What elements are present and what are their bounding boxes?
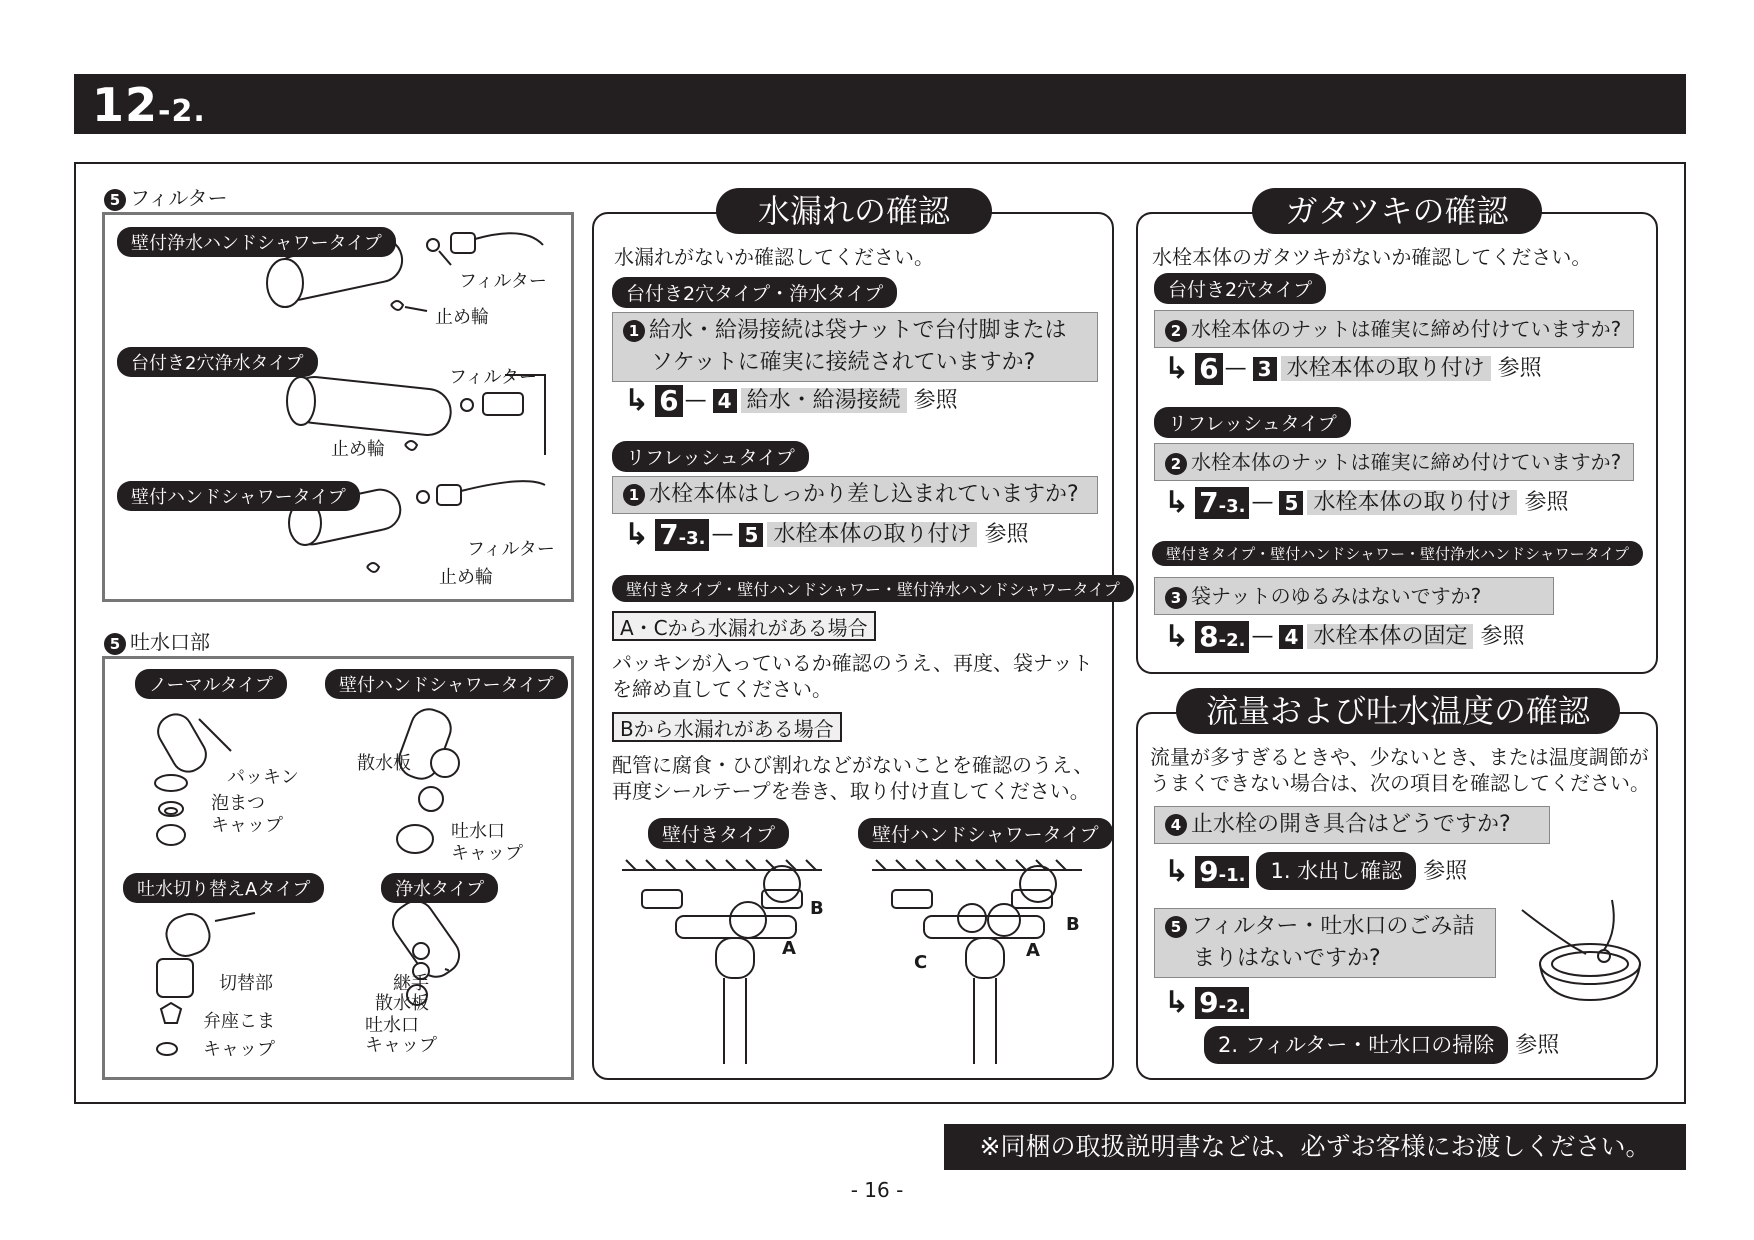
part-label-retaining-ring: 止め輪 bbox=[435, 307, 489, 328]
leak-question-2: 1 水栓本体はしっかり差し込まれていますか? bbox=[612, 476, 1098, 514]
section-number: 12-2. bbox=[92, 78, 206, 132]
wall-type-diagram bbox=[622, 860, 822, 1064]
page-number: - 16 - bbox=[850, 1178, 904, 1202]
part-label-sprinkler-plate: 散水板 bbox=[375, 993, 429, 1014]
rattle-reference-3: ↳ 8-2. — 4 水栓本体の固定 参照 bbox=[1164, 619, 1525, 654]
type-label-deck-two-hole-purify: 台付き2穴タイプ・浄水タイプ bbox=[612, 277, 897, 308]
type-label-wall-types: 壁付きタイプ・壁付ハンドシャワー・壁付浄水ハンドシャワータイプ bbox=[1152, 541, 1643, 566]
mark-b: B bbox=[1066, 914, 1080, 935]
leak-reference-1: ↳ 6 — 4 給水・給湯接続 参照 bbox=[624, 383, 958, 418]
mark-a: A bbox=[782, 938, 796, 959]
flow-reference-5-number: ↳ 9-2. bbox=[1164, 986, 1249, 1020]
part-label-joint: 継手 bbox=[393, 973, 429, 994]
filter-heading: 5 フィルター bbox=[104, 182, 228, 211]
rattle-check-title: ガタツキの確認 bbox=[1252, 188, 1542, 234]
leak-case-ac: A・Cから水漏れがある場合 bbox=[612, 611, 876, 641]
type-label-wall-hand-shower: 壁付ハンドシャワータイプ bbox=[325, 669, 568, 699]
wall-faucet-diagrams bbox=[612, 856, 1102, 1068]
wall-shower-spout-illustration bbox=[394, 704, 459, 853]
part-label-retaining-ring: 止め輪 bbox=[439, 567, 493, 588]
part-label-filter: フィルター bbox=[449, 367, 537, 388]
rattle-question-3: 3 袋ナットのゆるみはないですか? bbox=[1154, 577, 1554, 615]
flow-question-5: 5 フィルター・吐水口のごみ詰 まりはないですか? bbox=[1154, 908, 1496, 978]
rattle-reference-2: ↳ 7-3. — 5 水栓本体の取り付け 参照 bbox=[1164, 485, 1569, 520]
rattle-question-1: 2 水栓本体のナットは確実に締め付けていますか? bbox=[1154, 310, 1634, 348]
part-label-valve-seat: 弁座こま bbox=[203, 1011, 275, 1032]
type-label-wall-types: 壁付きタイプ・壁付ハンドシャワー・壁付浄水ハンドシャワータイプ bbox=[612, 575, 1134, 602]
flow-question-4: 4 止水栓の開き具合はどうですか? bbox=[1154, 806, 1550, 844]
leak-reference-2: ↳ 7-3. — 5 水栓本体の取り付け 参照 bbox=[624, 517, 1029, 552]
part-label-spout: 吐水口 bbox=[365, 1015, 419, 1036]
type-label-wall-hand-shower: 壁付ハンドシャワータイプ bbox=[117, 481, 360, 511]
part-label-filter: フィルター bbox=[459, 271, 547, 292]
filter-panel bbox=[102, 212, 574, 602]
spout-illustrations bbox=[105, 659, 571, 1077]
mark-c: C bbox=[914, 952, 928, 973]
cleaning-bowl-illustration bbox=[1512, 890, 1652, 1006]
part-label-filter: フィルター bbox=[467, 539, 555, 560]
flow-intro: 流量が多すぎるときや、少ないとき、または温度調節が うまくできない場合は、次の項目を確認してください。 bbox=[1150, 745, 1650, 795]
leak-case-ac-text: パッキンが入っているか確認のうえ、再度、袋ナット を締め直してください。 bbox=[612, 651, 1093, 701]
type-label-wall-purify-shower: 壁付浄水ハンドシャワータイプ bbox=[117, 227, 396, 257]
type-label-deck-two-hole-purify: 台付き2穴浄水タイプ bbox=[117, 347, 318, 377]
rattle-question-2: 2 水栓本体のナットは確実に締め付けていますか? bbox=[1154, 443, 1634, 481]
leak-case-b-text: 配管に腐食・ひび割れなどがないことを確認のうえ、 再度シールテープを巻き、取り付け直してください。 bbox=[612, 753, 1094, 803]
wall-hand-shower-diagram bbox=[872, 860, 1082, 1064]
part-label-retaining-ring: 止め輪 bbox=[331, 439, 385, 460]
leak-intro: 水漏れがないか確認してください。 bbox=[614, 245, 934, 269]
part-label-aerator: 泡まつ bbox=[211, 793, 265, 814]
part-label-cap: キャップ bbox=[211, 815, 283, 836]
part-label-switch: 切替部 bbox=[219, 973, 273, 994]
flow-check-title: 流量および吐水温度の確認 bbox=[1176, 688, 1620, 734]
flow-reference-4: ↳ 9-1. 1. 水出し確認 参照 bbox=[1164, 854, 1468, 889]
type-label-purify: 浄水タイプ bbox=[381, 873, 498, 903]
fig-label-wall-type: 壁付きタイプ bbox=[648, 818, 789, 849]
leak-check-title: 水漏れの確認 bbox=[716, 188, 992, 234]
spout-panel bbox=[102, 656, 574, 1080]
leak-case-b: Bから水漏れがある場合 bbox=[612, 712, 842, 742]
part-label-cap: キャップ bbox=[203, 1039, 275, 1060]
part-label-spout: 吐水口 bbox=[451, 821, 505, 842]
part-label-cap: キャップ bbox=[451, 843, 523, 864]
rattle-intro: 水栓本体のガタツキがないか確認してください。 bbox=[1152, 245, 1592, 269]
type-label-refresh: リフレッシュタイプ bbox=[1154, 407, 1351, 438]
rattle-reference-1: ↳ 6 — 3 水栓本体の取り付け 参照 bbox=[1164, 351, 1542, 386]
type-label-deck-two-hole: 台付き2穴タイプ bbox=[1154, 273, 1326, 304]
flow-reference-5: 2. フィルター・吐水口の掃除 参照 bbox=[1204, 1026, 1559, 1060]
type-label-normal: ノーマルタイプ bbox=[135, 669, 287, 699]
leak-question-1: 1 給水・給湯接続は袋ナットで台付脚または ソケットに確実に接続されていますか? bbox=[612, 312, 1098, 382]
mark-a: A bbox=[1026, 940, 1040, 961]
mark-b: B bbox=[810, 898, 824, 919]
part-label-cap: キャップ bbox=[365, 1035, 437, 1056]
type-label-switch-a: 吐水切り替えAタイプ bbox=[123, 873, 324, 903]
part-label-packing: パッキン bbox=[227, 767, 299, 788]
fig-label-wall-hand-shower: 壁付ハンドシャワータイプ bbox=[858, 818, 1113, 849]
spout-heading: 5 吐水口部 bbox=[104, 626, 210, 655]
type-label-refresh: リフレッシュタイプ bbox=[612, 441, 809, 472]
part-label-sprinkler-plate: 散水板 bbox=[357, 753, 411, 774]
section-header-bar bbox=[74, 74, 1686, 134]
notice-banner: ※同梱の取扱説明書などは、必ずお客様にお渡しください。 bbox=[944, 1124, 1686, 1170]
